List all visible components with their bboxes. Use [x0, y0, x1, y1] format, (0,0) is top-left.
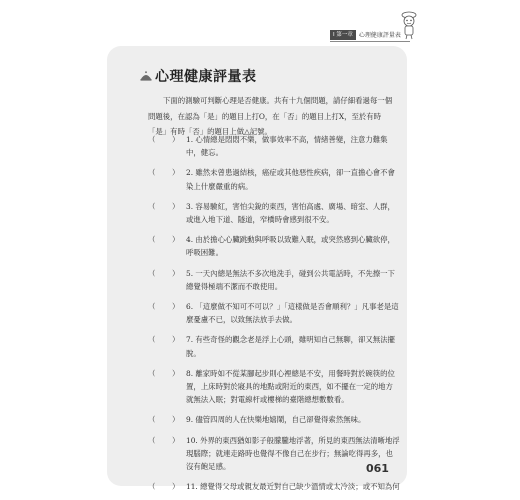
question-text: 4. 由於擔心心臟跳動與呼吸以致難入眠，或突然感到心臟欲停，呼吸困難。: [186, 235, 395, 258]
question-item: [148, 166, 400, 193]
mascot-illustration: [398, 10, 420, 40]
question-text: 9. 儘管四周的人在快樂地嬉鬧，自己卻覺得索然無味。: [186, 415, 366, 425]
question-item: [148, 367, 400, 407]
question-item: [148, 267, 400, 294]
question-text: 8. 離家時如不從某腳起步則心裡總是不安，用餐時對於碗筷的位置，上床時對於寢具的地點或附近的東西，如不擺在一定的地方就無法入眠；對電線杆或樓梯的臺階總想數數看。: [186, 368, 395, 405]
question-list: [148, 133, 400, 500]
question-text: 1. 心情總是悶悶不樂，做事效率不高，情緒善變，注意力難集中，健忘。: [186, 135, 388, 158]
answer-paren-open: （: [148, 168, 156, 178]
answer-paren-close: ）: [172, 168, 180, 178]
section-title: 心理健康評量表: [155, 69, 257, 85]
chapter-label: Ⅰ 第一章: [330, 30, 356, 40]
question-text: 3. 容易驗紅，害怕尖銳的東西，害怕高處、廣場、暗室、人群，或進入地下道、隧道，窄橋時會感到很不安。: [186, 201, 395, 225]
intro-text: 下面的測驗可判斷心理是否健康。共有十九個問題，請仔細看過每一個問題後，在認為「是」的題目上打O，在「否」的題目上打X，至於有時「是」有時「否」的題目上做△記號。: [148, 96, 393, 136]
running-header-title: 心理健康評量表: [358, 32, 401, 39]
page-number: 061: [366, 462, 389, 475]
answer-paren-open: （: [148, 301, 156, 311]
answer-paren-open: （: [148, 268, 156, 278]
answer-paren-open: （: [148, 135, 156, 144]
answer-paren-close: ）: [172, 201, 180, 211]
answer-paren-close: ）: [172, 135, 180, 144]
question-text: 2. 雖然未曾患過結核，癌症或其他惡性疾病，卻一直擔心會不會染上什麼嚴重的病。: [186, 168, 395, 191]
answer-paren-open: （: [148, 435, 156, 445]
answer-paren-close: ）: [172, 268, 180, 278]
question-text: 5. 一天內總是無法不多次地洗手，碰到公共電話時，不先擦一下總覺得極端不潔而不敢使用。: [186, 268, 395, 291]
question-item: [148, 300, 400, 327]
question-item: [148, 200, 400, 227]
question-item: [148, 413, 400, 426]
question-item: [148, 133, 400, 160]
running-header: [330, 29, 408, 40]
question-text: 6. 「這麼做不知可不可以？」「這樣做是否會順利？」凡事老是這麼憂慮不已，以致無法放手去做。: [186, 301, 399, 325]
question-item: [148, 434, 400, 474]
answer-paren-open: （: [148, 335, 156, 345]
question-text: 11. 總覺得父母或親友最近對自己缺少溫情或太冷淡；或不知為何: [186, 482, 400, 492]
answer-paren-close: ）: [172, 235, 180, 245]
answer-paren-close: ）: [172, 482, 180, 492]
header-rule: [330, 41, 410, 42]
answer-paren-open: （: [148, 415, 156, 425]
answer-paren-open: （: [148, 235, 156, 245]
question-item: [148, 333, 400, 360]
answer-paren-close: ）: [172, 415, 180, 425]
dome-icon: [140, 70, 152, 82]
answer-paren-open: （: [148, 201, 156, 211]
question-text: 10. 外界的東西猶如影子般朦朧地浮著，所見的東西無法清晰地浮現腦際；就連走路時也覺得不像自己在步行；無論吃得再多，也沒有飽足感。: [186, 435, 400, 472]
answer-paren-open: （: [148, 482, 156, 492]
answer-paren-close: ）: [172, 301, 180, 311]
answer-paren-close: ）: [172, 435, 180, 445]
answer-paren-open: （: [148, 368, 156, 378]
answer-paren-close: ）: [172, 335, 180, 345]
question-item: [148, 233, 400, 260]
answer-paren-close: ）: [172, 368, 180, 378]
section-heading: [140, 66, 257, 86]
question-text: 7. 有些奇怪的觀念老是浮上心頭，雖明知自己無聊，卻又無法擺脫。: [186, 335, 395, 358]
question-item: [148, 480, 400, 493]
